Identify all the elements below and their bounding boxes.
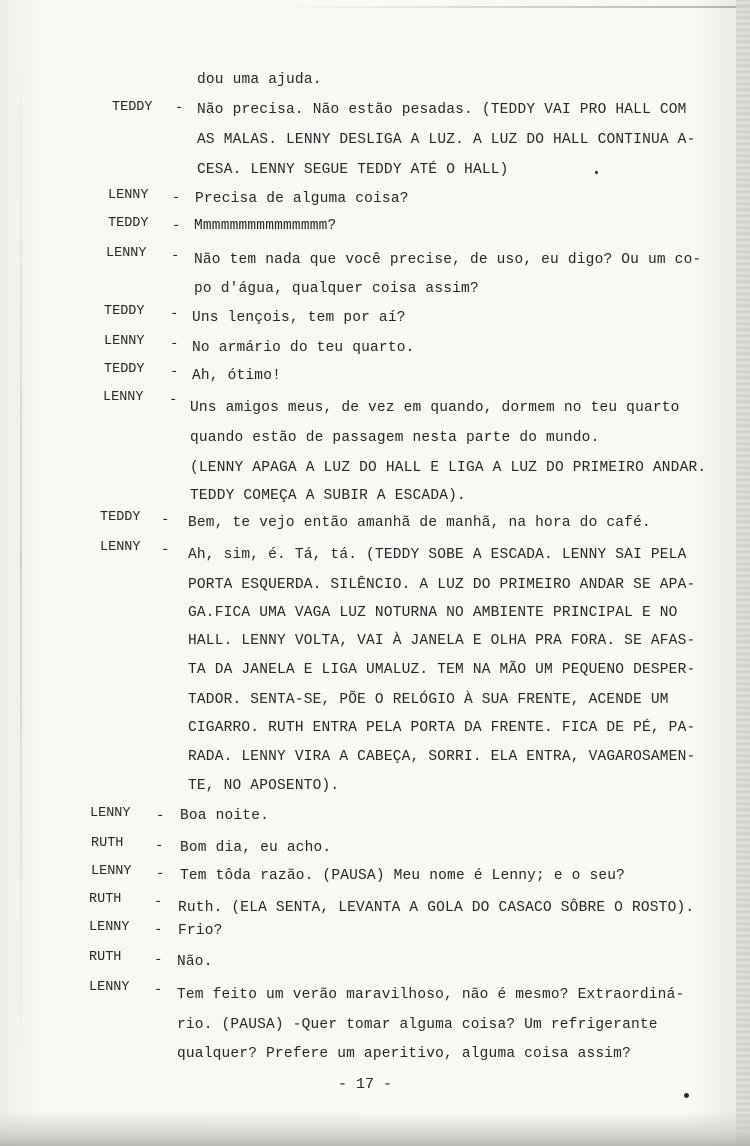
- dialogue-line: Ah, ótimo!: [192, 368, 282, 384]
- dialogue-line: po d'água, qualquer coisa assim?: [194, 281, 479, 297]
- speaker-name: TEDDY: [104, 362, 145, 377]
- speaker-dash: -: [170, 306, 179, 322]
- dialogue-line: TA DA JANELA E LIGA UMALUZ. TEM NA MÃO UM PEQUENO DESPER-: [188, 662, 696, 678]
- speaker-name: LENNY: [89, 980, 130, 995]
- dialogue-line: Tem tôda razão. (PAUSA) Meu nome é Lenny; e o seu?: [180, 868, 626, 884]
- paper-top-edge: [280, 6, 750, 8]
- paper-left-edge: [20, 40, 22, 1080]
- speaker-dash: -: [154, 982, 163, 998]
- speaker-name: LENNY: [100, 540, 141, 555]
- continuation-line: dou uma ajuda.: [197, 72, 322, 88]
- dialogue-line: Uns lençois, tem por aí?: [192, 310, 406, 326]
- speaker-dash: -: [172, 218, 181, 234]
- speaker-name: LENNY: [91, 864, 132, 879]
- dialogue-line: Bem, te vejo então amanhã de manhã, na hora do café.: [188, 515, 651, 531]
- speaker-dash: -: [161, 512, 170, 528]
- speaker-dash: -: [169, 392, 178, 408]
- dialogue-line: Tem feito um verão maravilhoso, não é mesmo? Extraordiná-: [177, 987, 685, 1003]
- dialogue-line: CIGARRO. RUTH ENTRA PELA PORTA DA FRENTE. FICA DE PÉ, PA-: [188, 720, 696, 736]
- dialogue-line: qualquer? Prefere um aperitivo, alguma coisa assim?: [177, 1046, 631, 1062]
- dialogue-line: Ah, sim, é. Tá, tá. (TEDDY SOBE A ESCADA. LENNY SAI PELA: [188, 547, 687, 563]
- speaker-name: LENNY: [89, 920, 130, 935]
- speaker-name: LENNY: [103, 390, 144, 405]
- speaker-dash: -: [161, 542, 170, 558]
- dialogue-line: Precisa de alguma coisa?: [195, 191, 409, 207]
- speaker-dash: -: [156, 808, 165, 824]
- speaker-name: RUTH: [89, 950, 122, 965]
- dialogue-line: Não.: [177, 954, 213, 970]
- speaker-name: RUTH: [89, 892, 122, 907]
- speaker-dash: -: [171, 248, 180, 264]
- dialogue-line: CESA. LENNY SEGUE TEDDY ATÉ O HALL): [197, 162, 509, 178]
- dialogue-line: No armário do teu quarto.: [192, 340, 415, 356]
- dialogue-line: (LENNY APAGA A LUZ DO HALL E LIGA A LUZ DO PRIMEIRO ANDAR.: [190, 460, 707, 476]
- speaker-name: TEDDY: [112, 100, 153, 115]
- speaker-name: LENNY: [104, 334, 145, 349]
- speaker-dash: -: [175, 100, 184, 116]
- speaker-dash: -: [154, 922, 163, 938]
- speaker-dash: -: [156, 866, 165, 882]
- speaker-dash: -: [155, 838, 164, 854]
- speaker-dash: -: [154, 952, 163, 968]
- ink-dot: [684, 1093, 689, 1098]
- speaker-dash: -: [154, 894, 163, 910]
- dialogue-line: Frio?: [178, 923, 223, 939]
- speaker-dash: -: [172, 190, 181, 206]
- speaker-name: TEDDY: [108, 216, 149, 231]
- dialogue-line: Ruth. (ELA SENTA, LEVANTA A GOLA DO CASACO SÔBRE O ROSTO).: [178, 900, 695, 916]
- dialogue-line: Bom dia, eu acho.: [180, 840, 332, 856]
- speaker-name: LENNY: [90, 806, 131, 821]
- dialogue-line: rio. (PAUSA) -Quer tomar alguma coisa? Um refrigerante: [177, 1017, 658, 1033]
- dialogue-line: TEDDY COMEÇA A SUBIR A ESCADA).: [190, 488, 466, 504]
- paper-right-edge: [736, 0, 750, 1146]
- dialogue-line: quando estão de passagem nesta parte do mundo.: [190, 430, 600, 446]
- speck-mark: [595, 171, 598, 174]
- dialogue-line: HALL. LENNY VOLTA, VAI À JANELA E OLHA PRA FORA. SE AFAS-: [188, 633, 696, 649]
- dialogue-line: TE, NO APOSENTO).: [188, 778, 340, 794]
- dialogue-line: RADA. LENNY VIRA A CABEÇA, SORRI. ELA ENTRA, VAGAROSAMEN-: [188, 749, 696, 765]
- dialogue-line: AS MALAS. LENNY DESLIGA A LUZ. A LUZ DO HALL CONTINUA A-: [197, 132, 696, 148]
- dialogue-line: GA.FICA UMA VAGA LUZ NOTURNA NO AMBIENTE PRINCIPAL E NO: [188, 605, 678, 621]
- speaker-dash: -: [170, 336, 179, 352]
- dialogue-line: Não precisa. Não estão pesadas. (TEDDY VAI PRO HALL COM: [197, 102, 687, 118]
- speaker-name: LENNY: [106, 246, 147, 261]
- speaker-name: LENNY: [108, 188, 149, 203]
- dialogue-line: Não tem nada que você precise, de uso, eu digo? Ou um co-: [194, 252, 702, 268]
- dialogue-line: Uns amigos meus, de vez em quando, dormem no teu quarto: [190, 400, 680, 416]
- dialogue-line: TADOR. SENTA-SE, PÕE O RELÓGIO À SUA FRENTE, ACENDE UM: [188, 692, 669, 708]
- speaker-name: TEDDY: [104, 304, 145, 319]
- speaker-dash: -: [170, 364, 179, 380]
- dialogue-line: Boa noite.: [180, 808, 270, 824]
- paper-bottom-edge: [0, 1112, 750, 1146]
- dialogue-line: Mmmmmmmmmmmmmmm?: [194, 218, 337, 234]
- dialogue-line: PORTA ESQUERDA. SILÊNCIO. A LUZ DO PRIMEIRO ANDAR SE APA-: [188, 577, 696, 593]
- speaker-name: TEDDY: [100, 510, 141, 525]
- page-number: - 17 -: [338, 1076, 393, 1093]
- speaker-name: RUTH: [91, 836, 124, 851]
